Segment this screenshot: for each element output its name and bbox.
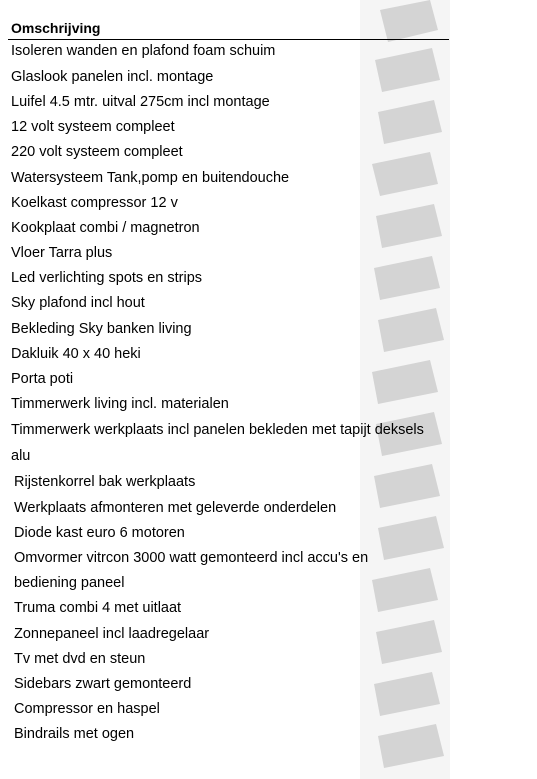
- column-header-omschrijving: Omschrijving: [11, 20, 101, 36]
- table-row: Glaslook panelen incl. montage: [11, 69, 214, 85]
- table-row: alu: [11, 448, 31, 464]
- table-row: Vloer Tarra plus: [11, 245, 113, 261]
- table-row: Porta poti: [11, 371, 74, 387]
- table-row: Bindrails met ogen: [14, 726, 135, 742]
- table-row: Timmerwerk living incl. materialen: [11, 396, 229, 412]
- table-row: Sidebars zwart gemonteerd: [14, 676, 192, 692]
- table-row: Watersysteem Tank,pomp en buitendouche: [11, 170, 290, 186]
- table-row: Sky plafond incl hout: [11, 295, 145, 311]
- table-row: Dakluik 40 x 40 heki: [11, 346, 141, 362]
- table-row: Bekleding Sky banken living: [11, 321, 192, 337]
- table-row: Luifel 4.5 mtr. uitval 275cm incl montage: [11, 94, 270, 110]
- table-row: Tv met dvd en steun: [14, 651, 146, 667]
- table-row: Omvormer vitrcon 3000 watt gemonteerd incl accu's en: [14, 550, 369, 566]
- table-row: Diode kast euro 6 motoren: [14, 525, 185, 541]
- table-row: Timmerwerk werkplaats incl panelen bekleden met tapijt deksels: [11, 422, 424, 438]
- table-row: 12 volt systeem compleet: [11, 119, 175, 135]
- table-row: Rijstenkorrel bak werkplaats: [14, 474, 196, 490]
- table-row: Led verlichting spots en strips: [11, 270, 203, 286]
- table-row: Koelkast compressor 12 v: [11, 195, 178, 211]
- table-row: Truma combi 4 met uitlaat: [14, 600, 182, 616]
- table-row: Compressor en haspel: [14, 701, 160, 717]
- tire-track-watermark: [320, 0, 450, 779]
- table-row: 220 volt systeem compleet: [11, 144, 183, 160]
- table-row: Isoleren wanden en plafond foam schuim: [11, 43, 276, 59]
- table-row: Zonnepaneel incl laadregelaar: [14, 626, 210, 642]
- table-row: bediening paneel: [14, 575, 125, 591]
- table-row: Werkplaats afmonteren met geleverde onderdelen: [14, 500, 337, 516]
- table-row: Kookplaat combi / magnetron: [11, 220, 200, 236]
- header-divider: [8, 39, 449, 40]
